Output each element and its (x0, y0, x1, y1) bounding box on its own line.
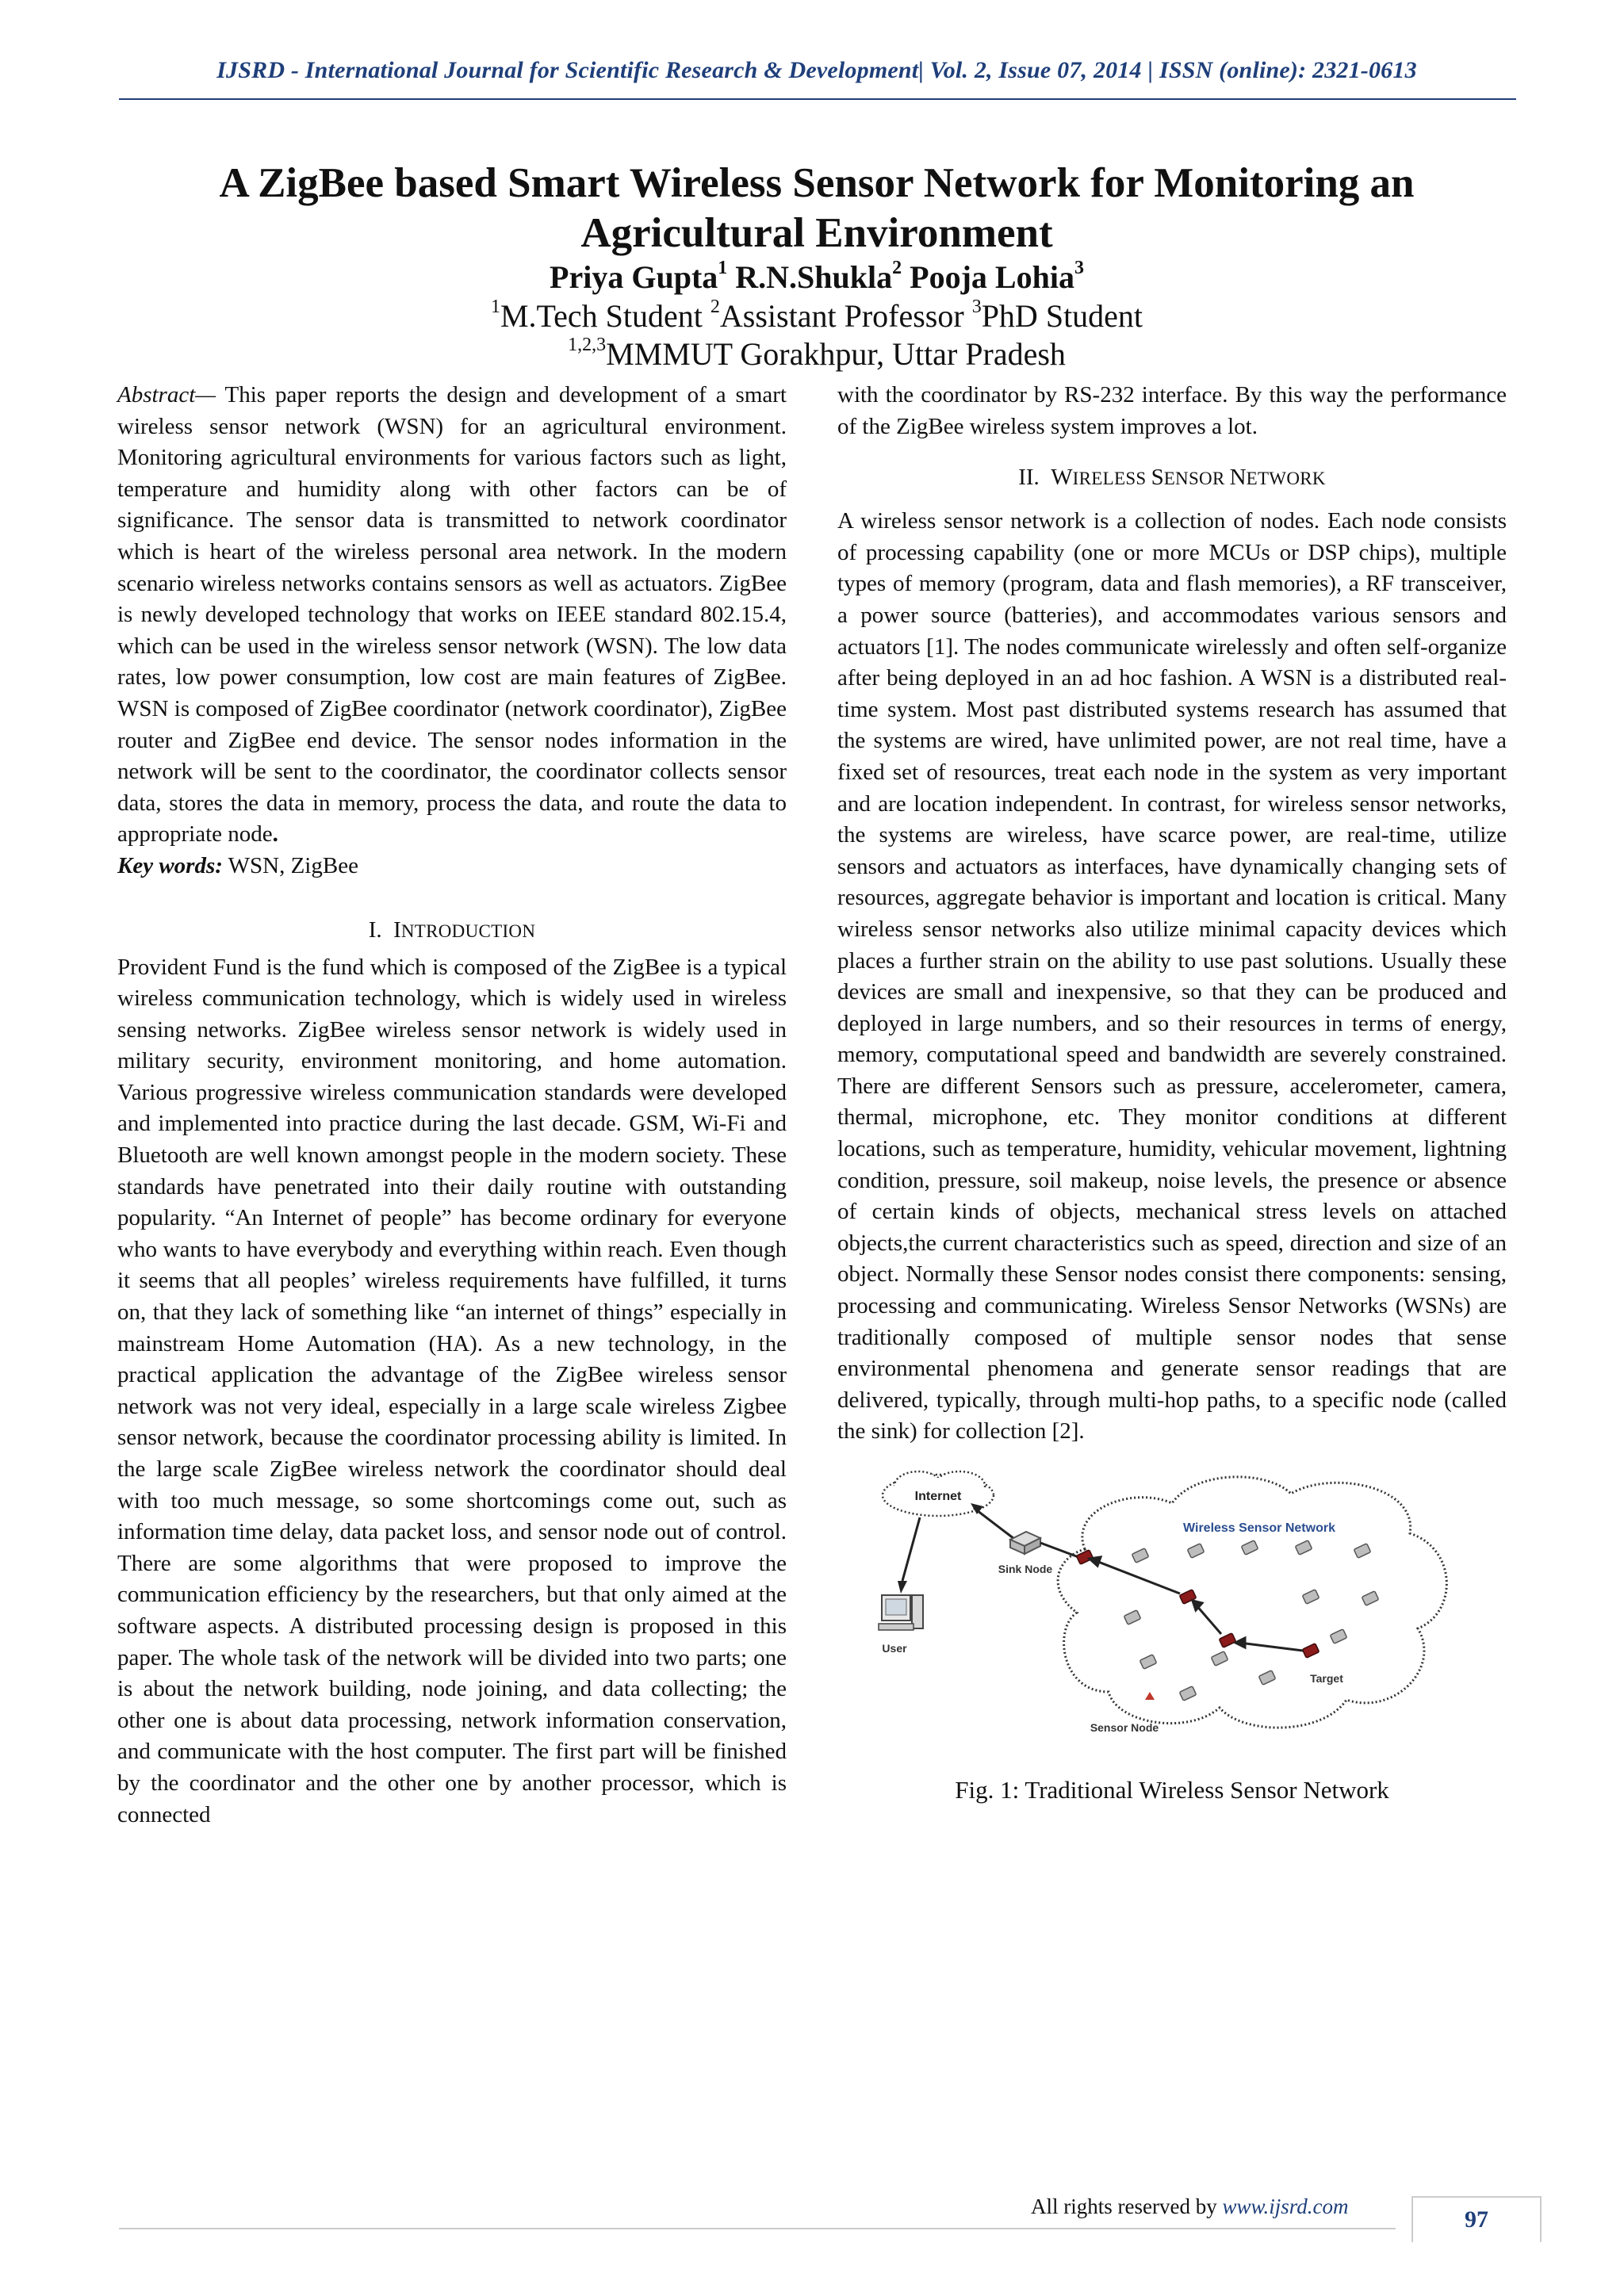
keywords (117, 851, 787, 882)
section-2-body: A wireless sensor network is a collection of nodes. Each node consists of processing capability (one or more MCUs or DSP chips), multiple types of memory (program, data and flash memories), a RF transceiver, a power source (batteries), and accommodates various sensors and actuators [1]. The nodes communicate wirelessly and often self-organize after being deployed in an ad hoc fashion. A WSN is a distributed real-time system. Most past distributed systems research has assumed that the systems are wired, have unlimited power, are not real time, have a fixed set of resources, treat each node in the system as very important and are location independent. In contrast, for wireless sensor networks, the systems are wireless, have scarce power, are real-time, utilize sensors and actuators as interfaces, have dynamically changing sets of resources, aggregate behavior is important and location is critical. Many wireless sensor networks also utilize minimal capacity devices which places a further strain on the ability to use past solutions. Usually these devices are small and inexpensive, so that they can be produced and deployed in large numbers, and so their resources in terms of energy, memory, computational speed and bandwidth are severely constrained. There are different Sensors such as pressure, accelerometer, camera, thermal, microphone, etc. They monitor conditions at different locations, such as temperature, humidity, vehicular movement, lightning condition, pressure, soil makeup, noise levels, the presence or absence of certain kinds of objects, mechanical stress levels on attached objects,the current characteristics such as speed, direction and size of an object. Normally these Sensor nodes consist there components: sensing, processing and communicating. Wireless Sensor Networks (WSNs) are traditionally composed of multiple sensor nodes that sense environmental phenomena and generate sensor readings that are delivered, typically, through multi-hop paths, to a specific node (called the sink) for collection [2]. (837, 508, 1507, 1445)
header-rule (119, 98, 1516, 100)
abstract-label: Abstract (117, 382, 196, 408)
institution-sup: 1,2,3 (568, 335, 607, 355)
section-1-continued: with the coordinator by RS-232 interface. By this way the performance of the ZigBee wireless system improves a lot. (837, 382, 1507, 439)
author-3: Pooja Lohia (910, 259, 1074, 295)
section-2-title-irel: IRELESS (1072, 469, 1151, 489)
author-1: Priya Gupta (550, 259, 718, 295)
sink-node-icon (1010, 1532, 1040, 1554)
footer-rights-text: All rights reserved by (1031, 2195, 1223, 2218)
arrow-internet-user (902, 1517, 920, 1581)
wsn-diagram-svg (871, 1462, 1473, 1747)
authors (119, 258, 1515, 297)
author-2: R.N.Shukla (735, 259, 893, 295)
section-1-heading (117, 914, 787, 947)
right-column (837, 380, 1507, 1806)
left-column (117, 380, 787, 1831)
figure-wsn-diagram (871, 1462, 1473, 1747)
role-3-sup: 3 (971, 297, 982, 317)
link-sink-network (1040, 1543, 1078, 1557)
section-2-title-n: N (1229, 465, 1247, 491)
routing-path (1090, 1557, 1303, 1651)
footer-rights (1031, 2195, 1348, 2219)
author-1-sup: 1 (718, 258, 728, 278)
role-1-sup: 1 (490, 297, 500, 317)
sensor-node-label: Sensor Node (1090, 1721, 1159, 1734)
sensor-node-pointer (1145, 1692, 1155, 1700)
paper-title: A ZigBee based Smart Wireless Sensor Network for Monitoring an Agricultural Environment (219, 160, 1415, 256)
wsn-cloud (1058, 1477, 1446, 1728)
institution-name: MMMUT Gorakhpur, Uttar Pradesh (606, 336, 1066, 372)
target-label: Target (1310, 1672, 1343, 1685)
abstract-text: This paper reports the design and development of a smart wireless sensor network (WSN) for an agricultural environment. Monitoring agricultural environments for various factors such as light, temperature and humidity along with other factors can be of significance. The sensor data is transmitted to network coordinator which is heart of the wireless personal area network. In the modern scenario wireless networks contains sensors as well as actuators. ZigBee is newly developed technology that works on IEEE standard 802.15.4, which can be used in the wireless sensor network (WSN). The low data rates, low power consumption, low cost are main features of ZigBee. WSN is composed of ZigBee coordinator (network coordinator), ZigBee router and ZigBee end device. The sensor nodes information in the network will be sent to the coordinator, the coordinator collects sensor data, stores the data in memory, process the data, and route the data to appropriate node (117, 382, 787, 848)
abstract-end: . (272, 821, 278, 848)
internet-label: Internet (914, 1490, 962, 1503)
author-3-sup: 3 (1074, 258, 1084, 278)
institution (119, 335, 1515, 373)
section-1-body: Provident Fund is the fund which is composed of the ZigBee is a typical wireless communication technology, which is widely used in wireless sensing networks. ZigBee wireless sensor network is widely used in military security, environment monitoring, and home automation. Various progressive wireless communication standards were developed and implemented into practice during the last decade. GSM, Wi-Fi and Bluetooth are well known amongst people in the modern society. These standards have penetrated into their daily routine with outstanding popularity. “An Internet of people” has become ordinary for everyone who wants to have everybody and everything within reach. Even though it seems that all peoples’ wireless requirements have fulfilled, it turns on, that they lack of something like “an internet of things” especially in mainstream Home Automation (HA). As a new technology, in the practical application the advantage of the ZigBee wireless sensor network was not very ideal, especially in a large scale wireless Zigbee sensor network, because the coordinator processing ability is limited. In the large scale ZigBee wireless network the coordinator should deal with too much message, so some shortcomings come out, such as information time delay, data packet loss, and sensor node out of control. There are some algorithms that were proposed to improve the communication efficiency by the researchers, but that only aimed at the software aspects. A distributed processing design is proposed in this paper. The whole task of the network will be divided into two parts; one is about the network building, node joining, and data collecting; the other one is about data processing, network information conservation, and communicate with the host computer. The first part will be finished by the coordinator and the other one by another processor, which is connected (117, 954, 787, 1827)
keywords-label: Key words: (117, 852, 223, 878)
abstract-dash: — (195, 382, 216, 408)
author-roles (119, 297, 1515, 335)
keywords-text: WSN, ZigBee (222, 852, 358, 878)
role-2-sup: 2 (710, 297, 720, 317)
arrowhead-user (898, 1581, 907, 1594)
section-2-title-etwork: ETWORK (1246, 469, 1326, 489)
arrow-sink-internet (974, 1508, 1017, 1541)
journal-header: IJSRD - International Journal for Scientific Research & Development| Vol. 2, Issue 07, 2014 | ISSN (online): 2321-0613 (216, 57, 1417, 83)
author-2-sup: 2 (892, 258, 902, 278)
section-2-title-s: S (1151, 465, 1164, 491)
section-1-number: I. (368, 916, 382, 943)
figure-caption: Fig. 1: Traditional Wireless Sensor Network (955, 1776, 1389, 1804)
user-label: User (882, 1642, 907, 1655)
abstract (117, 380, 787, 851)
role-1: M.Tech Student (500, 298, 703, 334)
section-2-title-ensor: ENSOR (1163, 469, 1230, 489)
user-computer-icon (879, 1595, 923, 1630)
section-2-heading (837, 461, 1507, 495)
section-2-title-w: W (1051, 465, 1073, 491)
page-number: 97 (1411, 2196, 1542, 2242)
section-1-title-rest: NTRODUCTION (400, 920, 536, 941)
footer-rule (119, 2228, 1396, 2229)
section-2-number: II. (1018, 465, 1040, 491)
role-3: PhD Student (981, 298, 1143, 334)
role-2: Assistant Professor (719, 298, 964, 334)
wsn-label: Wireless Sensor Network (1183, 1521, 1335, 1535)
sink-node-label: Sink Node (998, 1563, 1053, 1575)
footer-site-link[interactable]: www.ijsrd.com (1222, 2195, 1349, 2218)
section-1-title-first: I (393, 916, 401, 943)
